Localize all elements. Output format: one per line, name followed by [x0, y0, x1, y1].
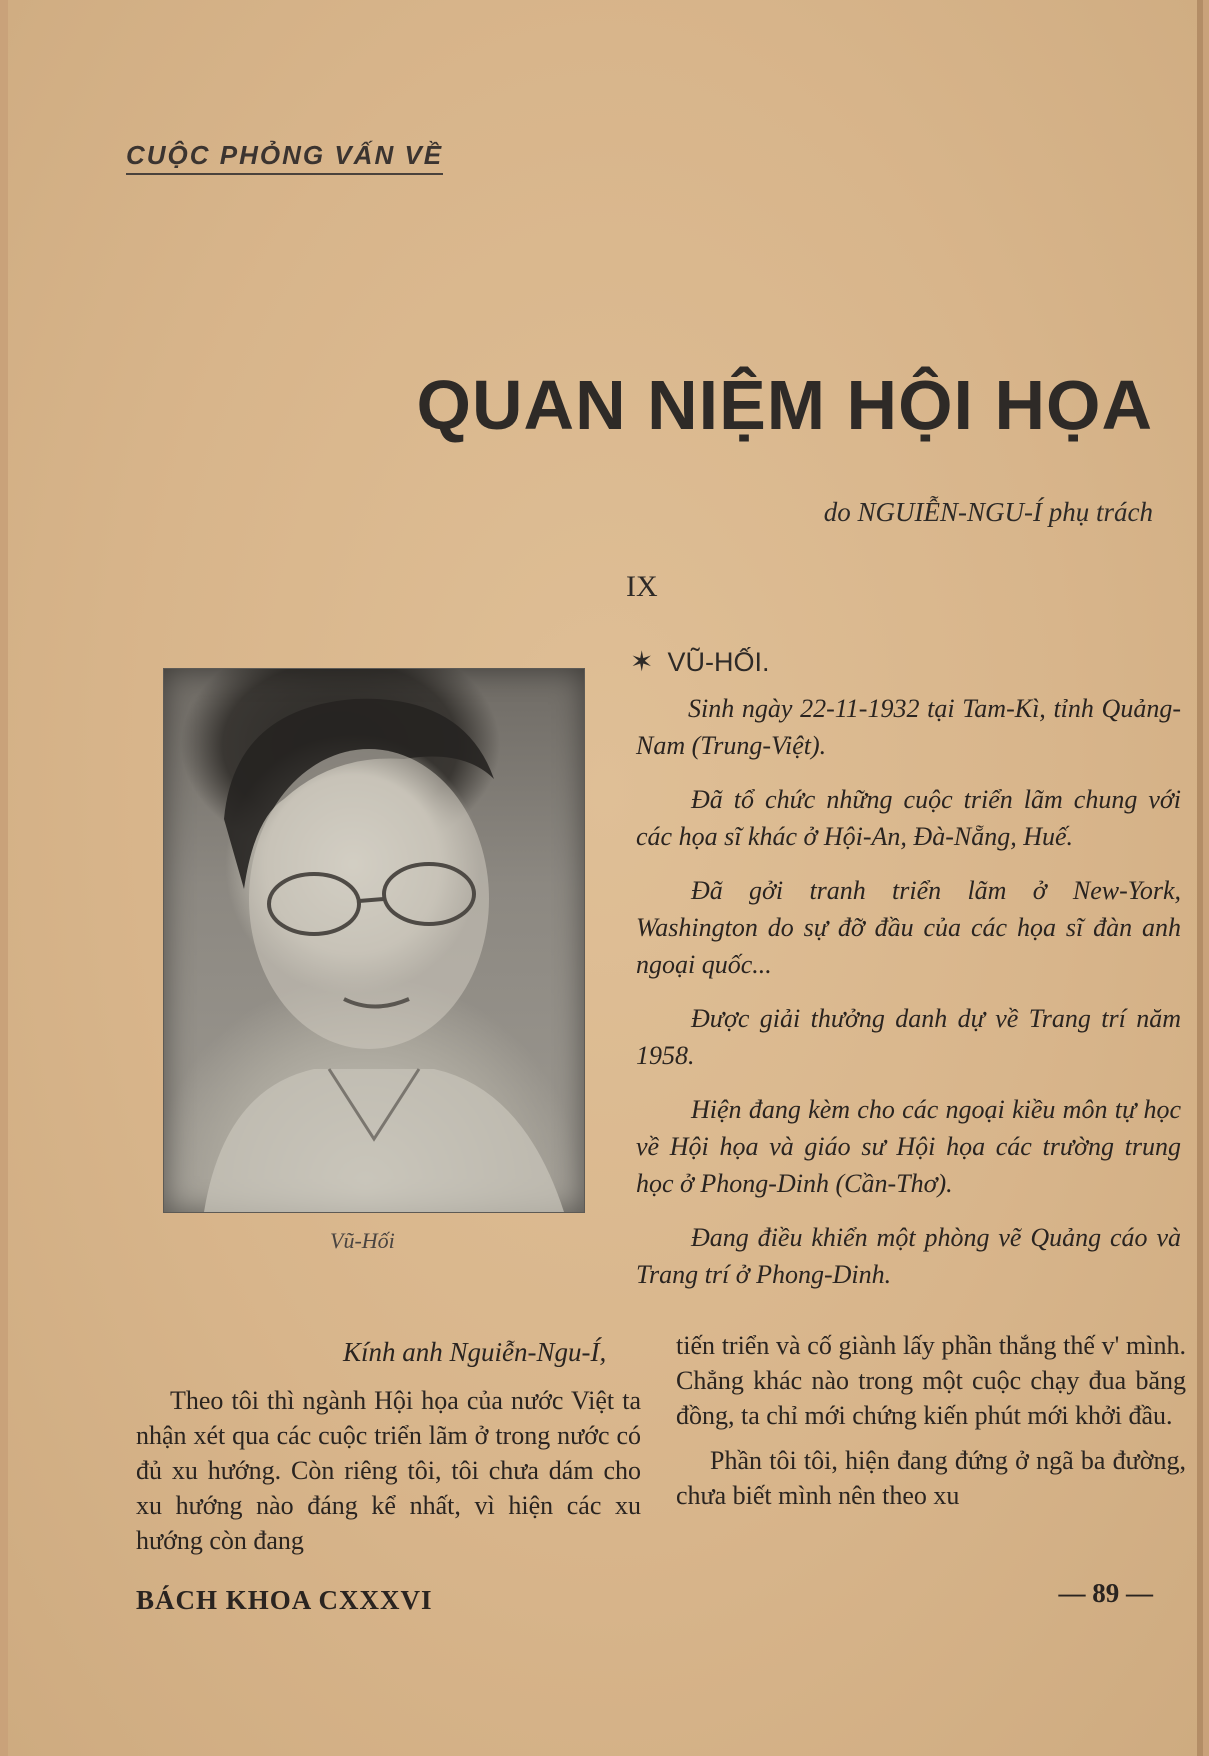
letter-column-left: [136, 1383, 641, 1568]
bio-heading: [630, 645, 769, 678]
letter-paragraph-continued: tiến triển và cố giành lấy phần thắng thế v' mình. Chẳng khác nào trong một cuộc chạy đua băng đồng, ta chỉ mới chứng kiến phút mới khởi đầu.: [676, 1331, 1186, 1430]
document-page: [8, 0, 1203, 1756]
bio-paragraph: Đã tổ chức những cuộc triển lãm chung với các họa sĩ khác ở Hội-An, Đà-Nẵng, Huế.: [636, 785, 1181, 851]
article-title: QUAN NIỆM HỘI HỌA: [416, 366, 1153, 444]
article-byline: do NGUIỄN-NGU-Í phụ trách: [823, 497, 1153, 527]
artist-bio: [636, 690, 1181, 1310]
page-number: — 89 —: [1058, 1578, 1153, 1608]
portrait-illustration: [164, 669, 584, 1212]
series-kicker: CUỘC PHỎNG VẤN VỀ: [126, 140, 443, 175]
letter-column-right: [676, 1328, 1186, 1523]
bio-paragraph: Sinh ngày 22-11-1932 tại Tam-Kì, tỉnh Quảng-Nam (Trung-Việt).: [636, 694, 1181, 760]
letter-salutation: Kính anh Nguiễn-Ngu-Í,: [343, 1337, 607, 1367]
bio-paragraph: Hiện đang kèm cho các ngoại kiều môn tự học về Hội họa và giáo sư Hội họa các trường trung học ở Phong-Dinh (Cần-Thơ).: [636, 1095, 1181, 1198]
magazine-footer: BÁCH KHOA CXXXVI: [136, 1585, 433, 1615]
bio-paragraph: Đã gởi tranh triển lãm ở New-York, Washington do sự đỡ đầu của các họa sĩ đàn anh ngoại quốc...: [636, 876, 1181, 979]
bio-paragraph: Được giải thưởng danh dự về Trang trí năm 1958.: [636, 1004, 1181, 1070]
letter-paragraph: Theo tôi thì ngành Hội họa của nước Việt ta nhận xét qua các cuộc triển lãm ở trong nước có đủ xu hướng. Còn riêng tôi, tôi chưa dám cho xu hướng nào đáng kể nhất, vì hiện các xu hướng còn đang: [136, 1386, 641, 1555]
artist-name: VŨ-HỐI.: [667, 647, 770, 677]
star-icon: ✶: [630, 646, 654, 677]
photo-caption: Vũ-Hối: [330, 1228, 395, 1253]
section-number: IX: [626, 570, 658, 603]
page-edge: [1197, 0, 1203, 1756]
bio-paragraph: Đang điều khiển một phòng vẽ Quảng cáo và Trang trí ở Phong-Dinh.: [636, 1223, 1181, 1289]
portrait-photo: [163, 668, 585, 1213]
letter-paragraph: Phần tôi tôi, hiện đang đứng ở ngã ba đường, chưa biết mình nên theo xu: [676, 1446, 1186, 1510]
